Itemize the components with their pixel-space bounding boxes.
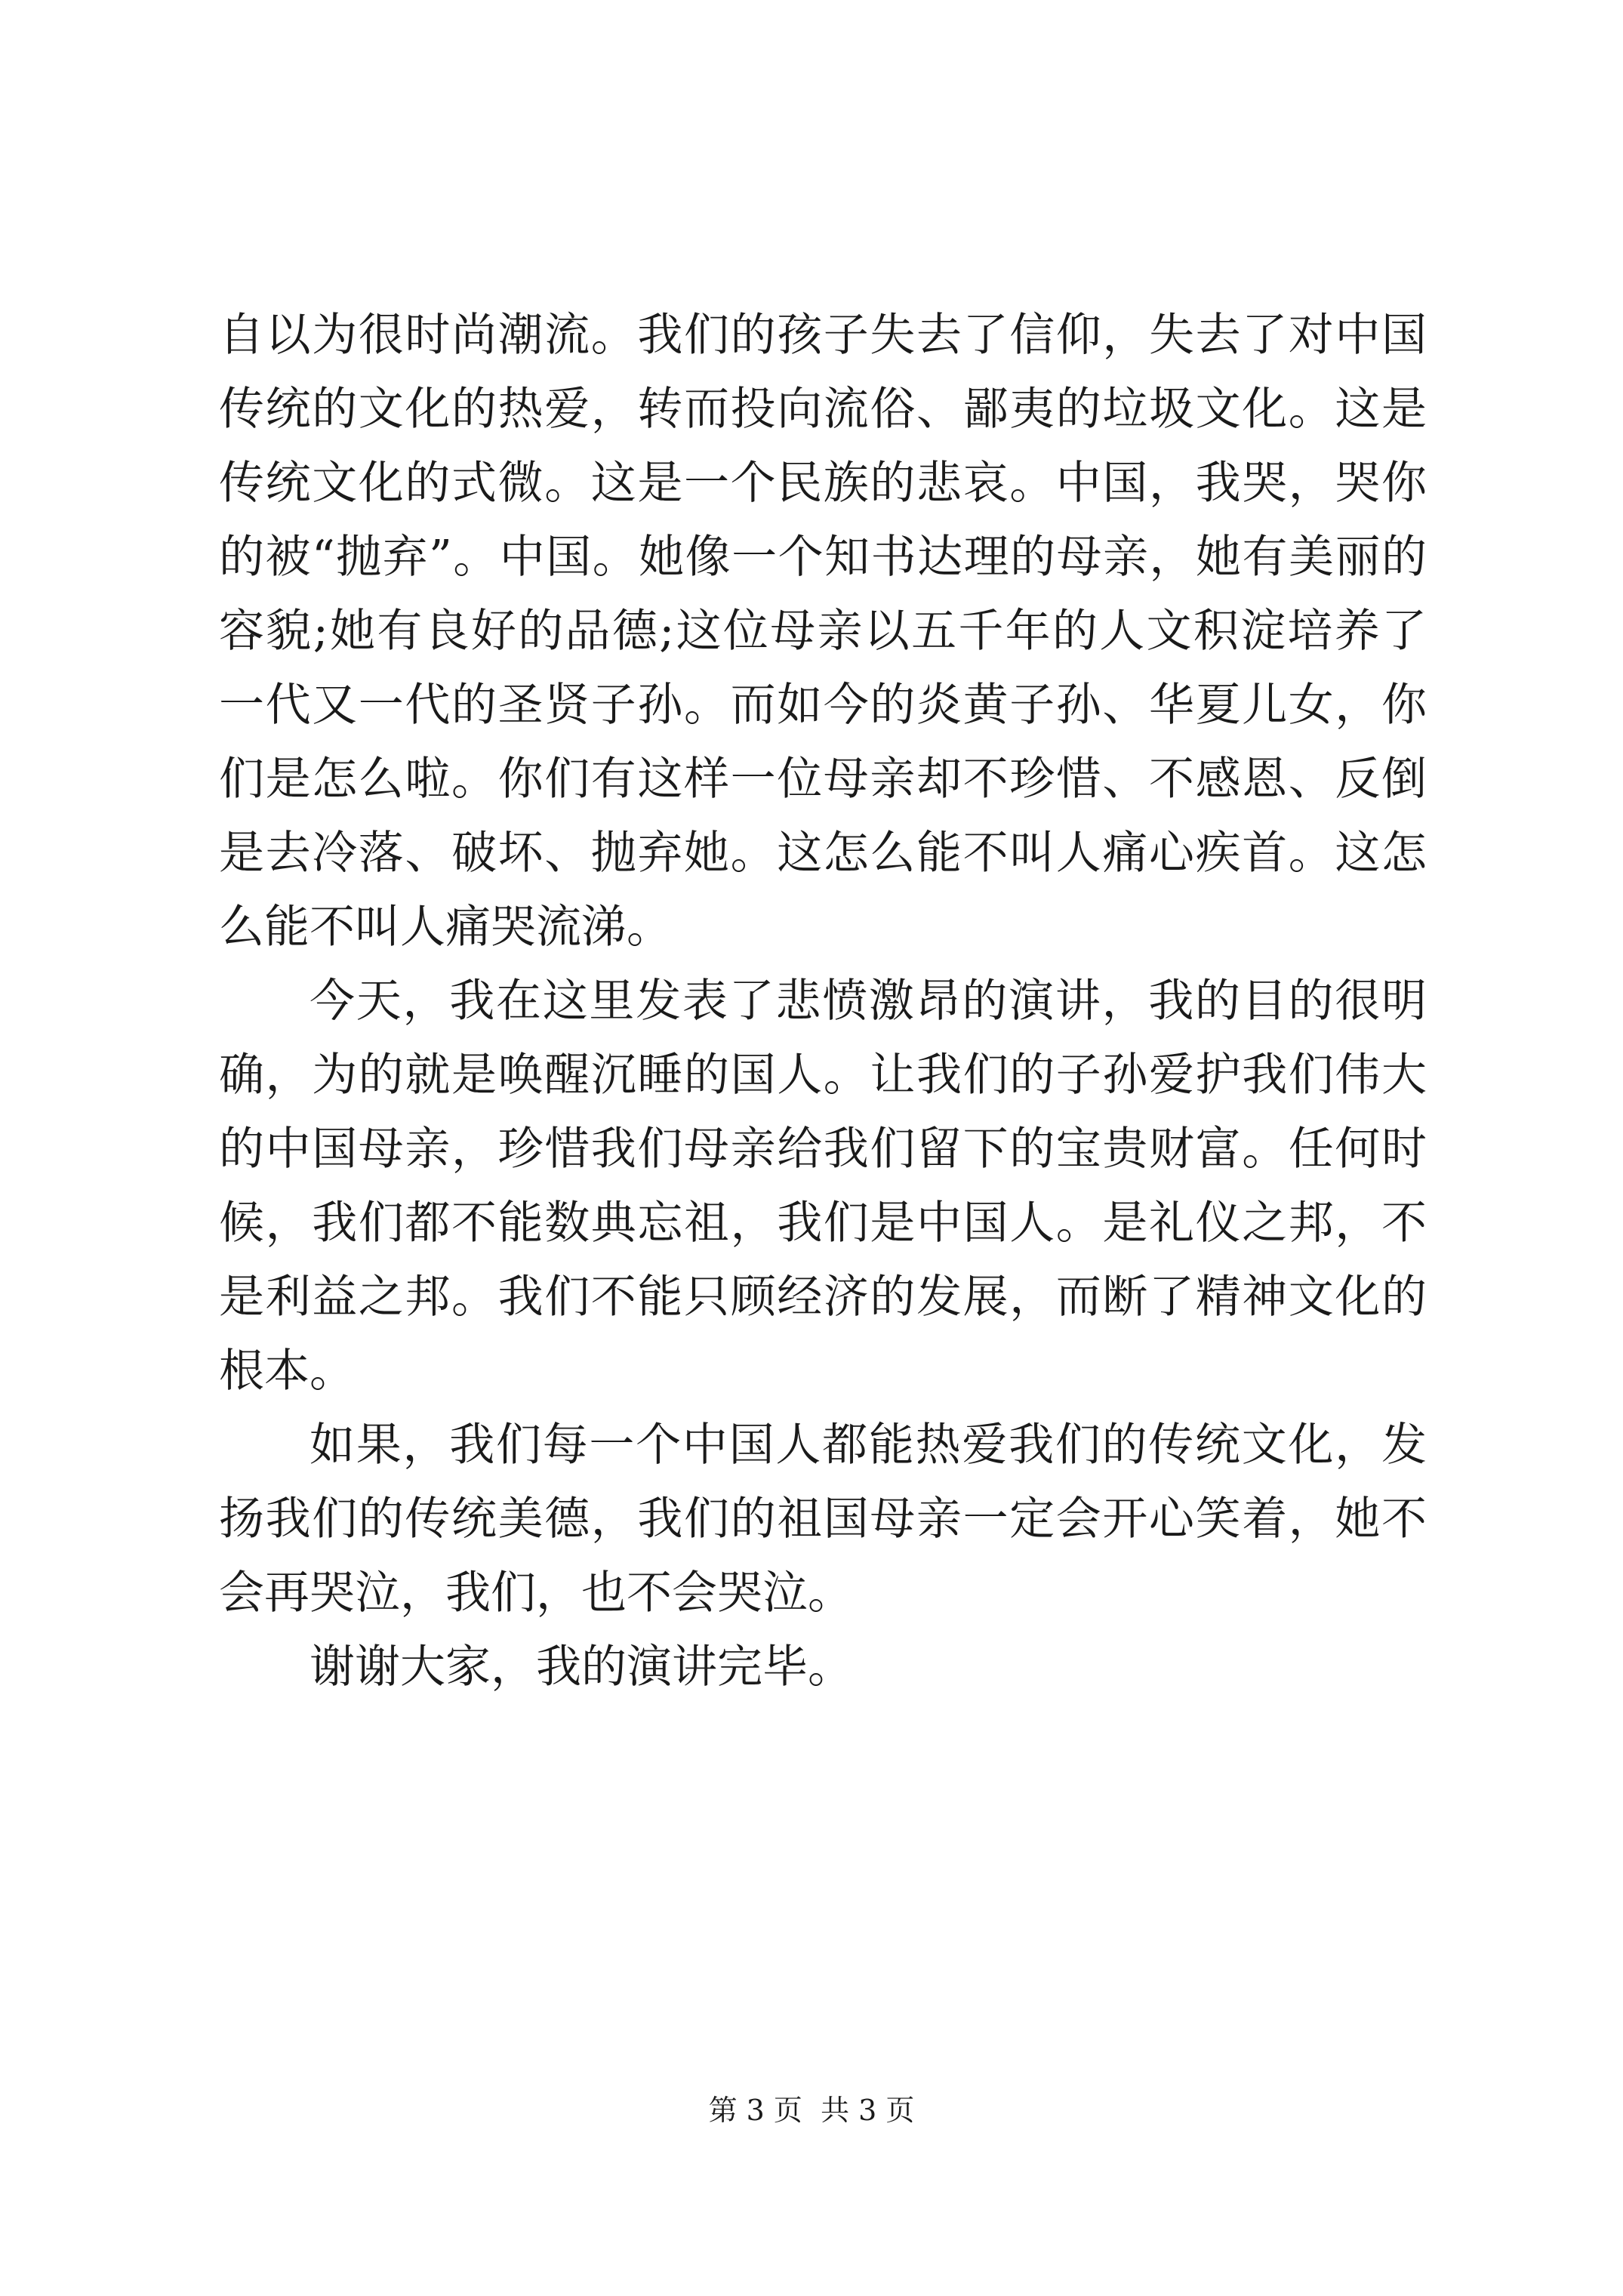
paragraph-2: 今天，我在这里发表了悲愤激昂的演讲，我的目的很明确，为的就是唤醒沉睡的国人。让我们的子孙爱护我们伟大的中国母亲，珍惜我们母亲给我们留下的宝贵财富。任何时候，我们都不能数典忘祖，我们是中国人。是礼仪之邦，不是利益之邦。我们不能只顾经济的发展，而断了精神文化的根本。 xyxy=(219,975,1427,1398)
document-body xyxy=(219,298,1427,1704)
paragraph-3: 如果，我们每一个中国人都能热爱我们的传统文化，发扬我们的传统美德，我们的祖国母亲一定会开心笑着，她不会再哭泣，我们，也不会哭泣。 xyxy=(219,1419,1427,1620)
paragraph-1: 自以为很时尚潮流。我们的孩子失去了信仰，失去了对中国传统的文化的热爱，转而投向流俗、鄙夷的垃圾文化。这是传统文化的式微。这是一个民族的悲哀。中国，我哭，哭你的被“抛弃”。中国。她像一个知书达理的母亲，她有美丽的容貌;她有良好的品德;这位母亲以五千年的人文积淀培养了一代又一代的圣贤子孙。而如今的炎黄子孙、华夏儿女，你们是怎么啦。你们有这样一位母亲却不珍惜、不感恩、反倒是去冷落、破坏、抛弃她。这怎么能不叫人痛心疾首。这怎么能不叫人痛哭流涕。 xyxy=(219,309,1427,954)
page-footer xyxy=(0,2091,1623,2129)
page-number-label: 第 3 页 共 3 页 xyxy=(708,2094,915,2127)
paragraph-4: 谢谢大家，我的演讲完毕。 xyxy=(310,1641,853,1693)
